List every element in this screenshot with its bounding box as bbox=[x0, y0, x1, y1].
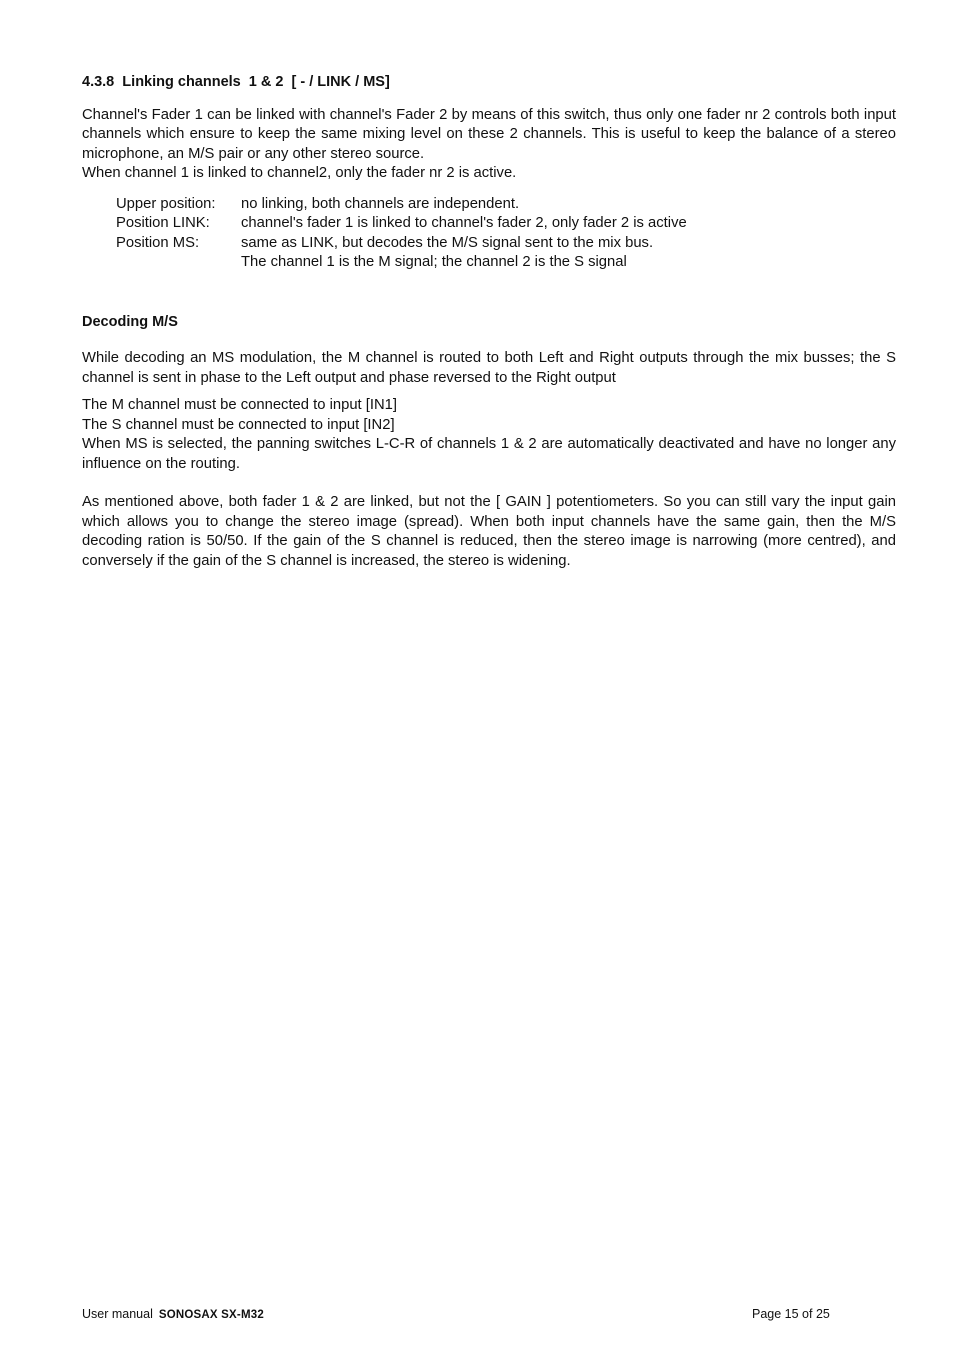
decoding-heading: Decoding M/S bbox=[82, 313, 178, 330]
section-heading: 4.3.8 Linking channels 1 & 2 [ - / LINK / MS] bbox=[82, 74, 390, 90]
footer-manual-title bbox=[82, 1306, 264, 1323]
s-input-note: The S channel must be connected to input [IN2] bbox=[82, 416, 395, 433]
position-description: The channel 1 is the M signal; the channel 2 is the S signal bbox=[241, 254, 627, 270]
panning-paragraph: When MS is selected, the panning switches L-C-R of channels 1 & 2 are automatically deactivated and have no longer any influence on the routing. bbox=[82, 436, 896, 472]
footer-brand: SONOSAX SX-M32 bbox=[158, 1309, 264, 1321]
decoding-paragraph: While decoding an MS modulation, the M channel is routed to both Left and Right outputs through the mix busses; the S channel is sent in phase to the Left output and phase reversed to the Right output bbox=[82, 350, 896, 386]
gain-paragraph: As mentioned above, both fader 1 & 2 are linked, but not the [ GAIN ] potentiometers. So you can still vary the input gain which allows you to change the stereo image (spread). When both input channels have the same gain, then the M/S decoding ration is 50/50. If the gain of the S channel is reduced, then the stereo image is narrowing (more centred), and conversely if the gain of the S channel is increased, the stereo is widening. bbox=[82, 494, 896, 569]
switch-positions-table bbox=[116, 195, 687, 273]
position-label bbox=[116, 253, 241, 273]
intro-paragraph: Channel's Fader 1 can be linked with channel's Fader 2 by means of this switch, thus only one fader nr 2 controls both input channels which ensure to keep the same mixing level on these 2 channels. This is useful to keep the balance of a stereo microphone, an M/S pair or any other stereo source. bbox=[82, 106, 896, 162]
position-description: channel's fader 1 is linked to channel's fader 2, only fader 2 is active bbox=[241, 215, 687, 231]
position-row bbox=[116, 253, 687, 273]
intro-note: When channel 1 is linked to channel2, only the fader nr 2 is active. bbox=[82, 165, 517, 181]
position-description: same as LINK, but decodes the M/S signal sent to the mix bus. bbox=[241, 234, 654, 251]
document-page bbox=[82, 73, 896, 571]
position-label: Position MS: bbox=[116, 234, 200, 251]
m-input-note: The M channel must be connected to input [IN1] bbox=[82, 397, 398, 413]
position-row bbox=[116, 195, 687, 215]
position-row bbox=[116, 214, 687, 234]
position-label: Position LINK: bbox=[116, 215, 210, 231]
footer-manual-label: User manual bbox=[82, 1307, 153, 1321]
position-description: no linking, both channels are independent. bbox=[241, 195, 520, 212]
position-row bbox=[116, 234, 687, 254]
position-label: Upper position: bbox=[116, 195, 216, 212]
footer-page-number: Page 15 of 25 bbox=[752, 1307, 830, 1321]
